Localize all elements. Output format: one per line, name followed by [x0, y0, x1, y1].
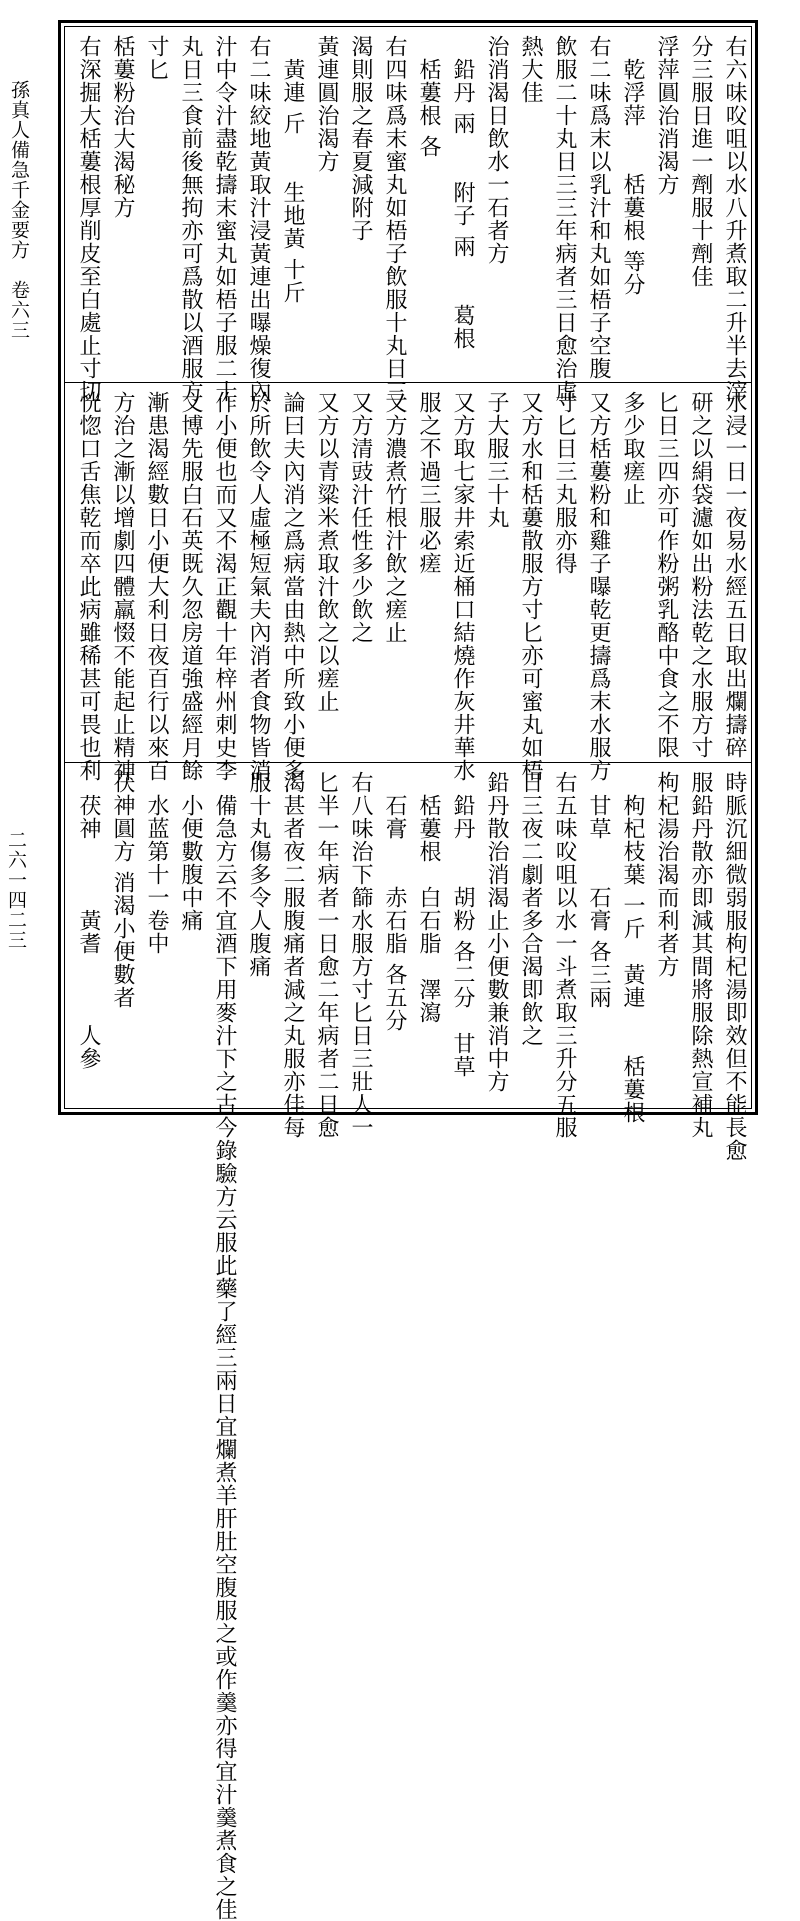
text-column: 服之不過三服必瘥: [416, 391, 441, 575]
text-column: 於所飲令人虛極短氣夫內消者食物皆消: [246, 391, 271, 782]
text-column: 右二味絞地黃取汁浸黃連出曝燥復內: [246, 35, 271, 403]
text-column: 恍惚口舌焦乾而卒此病雖稀甚可畏也利: [76, 391, 101, 782]
text-column: 鉛丹 胡粉 各二分 甘草: [450, 771, 475, 1078]
text-column: 又方栝蔞粉和雞子曝乾更擣爲末水服方: [586, 391, 611, 782]
text-column: 又方以青粱米煮取汁飲之以瘥止: [314, 391, 339, 713]
text-column: 論曰夫內消之爲病當由熱中所致小便多: [280, 391, 305, 782]
text-column: 又方取七家井索近桶口結燒作灰井華水: [450, 391, 475, 782]
text-column: 右二味爲末以乳汁和丸如梧子空腹: [586, 35, 611, 380]
margin-page-number: 二六一四二三: [5, 830, 27, 950]
text-column: 作小便也而又不渴正觀十年梓州刺史李: [212, 391, 237, 782]
text-column: 寸匕日三丸服亦得: [552, 391, 577, 575]
text-column: 服鉛丹散亦即減其間將服除熱宣補丸: [688, 771, 713, 1139]
text-column: 枸杞枝葉 一斤 黃連 栝蔞根: [620, 771, 645, 1124]
text-column: 治消渴日飲水一石者方: [484, 35, 509, 265]
text-column: 右深掘大栝蔞根厚削皮至白處止寸切: [76, 35, 101, 403]
text-panel-bottom: [65, 762, 751, 1921]
text-column: 乾浮萍 栝蔞根 等分: [620, 35, 645, 296]
text-column: 時脈沉細微弱服枸杞湯即效但不能長愈: [722, 771, 747, 1162]
margin-title: 孫真人備急千金要方 卷六三: [8, 80, 30, 340]
page-frame: [58, 20, 758, 1921]
text-column: 子大服三十丸: [484, 391, 509, 529]
text-column: 水蓝第十一卷中: [144, 771, 169, 955]
text-column: 又方清豉汁任性多少飲之: [348, 391, 373, 644]
text-column: 右四味爲末蜜丸如梧子飲服十丸日三: [382, 35, 407, 403]
text-column: 黃連 斤 生地黃 十斤: [280, 35, 305, 304]
text-column: 多少取瘥止: [620, 391, 645, 506]
text-column: 寸匕: [144, 35, 169, 81]
text-column: 鉛丹散治消渴止小便數兼消中方: [484, 771, 509, 1093]
text-column: 分三服日進一劑服十劑佳: [688, 35, 713, 288]
text-column: 又方濃煮竹根汁飲之瘥止: [382, 391, 407, 644]
text-column: 甘草 石膏 各三兩: [586, 771, 611, 1009]
text-column: 右八味治下篩水服方寸匕日三壯人一: [348, 771, 373, 1139]
text-column: 渴甚者夜二服腹痛者減之丸服亦佳每: [280, 771, 305, 1139]
text-column: 栝蔞粉治大渴秘方: [110, 35, 135, 219]
text-column: 日三夜二劇者多合渴即飲之: [518, 771, 543, 1047]
text-column: 右五味㕮咀以水一斗煮取三升分五服: [552, 771, 577, 1139]
text-column: 右六味㕮咀以水八升煮取二升半去滓: [722, 35, 747, 403]
text-column: 又方水和栝蔞散服方寸匕亦可蜜丸如梧: [518, 391, 543, 782]
text-column: 茯神 黃耆 人參: [76, 771, 101, 1070]
text-panel-top: [65, 27, 751, 403]
text-column: 小便數腹中痛: [178, 771, 203, 932]
text-column: 飲服二十丸日三三年病者三日愈治虛: [552, 35, 577, 403]
text-column: 匕半一年病者一日愈二年病者二日愈: [314, 771, 339, 1139]
text-column: 熱大佳: [518, 35, 543, 104]
text-panel-middle: [65, 382, 751, 782]
text-column: 研之以絹袋濾如出粉法乾之水服方寸: [688, 391, 713, 759]
text-column: 服十丸傷多令人腹痛: [246, 771, 271, 978]
text-column: 汁中令汁盡乾擣末蜜丸如梧子服二十: [212, 35, 237, 403]
text-column: 文博先服白石英既久忽房道強盛經月餘: [178, 391, 203, 782]
text-column: 鉛丹 兩 附子 兩 葛根: [450, 35, 475, 350]
text-column: 石膏 赤石脂 各五分: [382, 771, 407, 1032]
text-column: 茯神圓方 消渴小便數者: [110, 771, 135, 1009]
text-column: 浮萍圓治消渴方: [654, 35, 679, 196]
text-column: 丸日三食前後無拘亦可爲散以酒服方: [178, 35, 203, 403]
text-column: 栝蔞根 白石脂 澤瀉: [416, 771, 441, 1024]
text-column: 方治之漸以增劇四體羸惙不能起止精神: [110, 391, 135, 782]
text-column: 渴則服之春夏減附子: [348, 35, 373, 242]
text-column: 水浸一日一夜易水經五日取出爛擣碎: [722, 391, 747, 759]
text-column: 枸杞湯治渴而利者方: [654, 771, 679, 978]
text-column: 匕日三四亦可作粉粥乳酪中食之不限: [654, 391, 679, 759]
text-column: 栝蔞根 各: [416, 35, 441, 158]
text-column: 黃連圓治渴方: [314, 35, 339, 173]
text-column: 備急方云不宜酒下用麥汁下之古今錄驗方云服此藥了經三兩日宜爛煮羊肝肚空腹服之或作羹亦得宜汁羹煮食之佳: [212, 771, 237, 1921]
text-column: 漸患渴經數日小便大利日夜百行以來百: [144, 391, 169, 782]
